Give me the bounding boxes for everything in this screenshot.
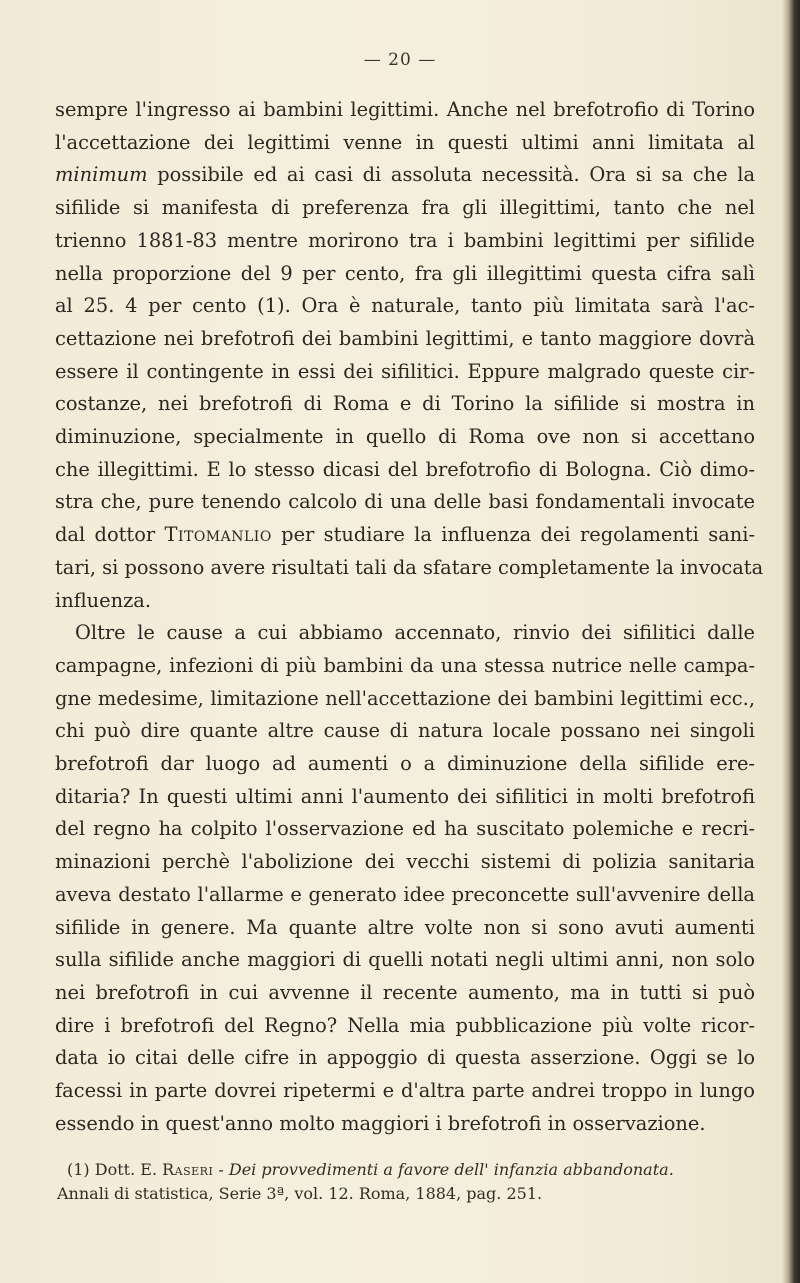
text-line: dal dottor Titomanlio per studiare la influenza dei regolamenti sani- [55, 523, 755, 547]
text-line: minimum possibile ed ai casi di assoluta necessità. Ora si sa che la [55, 163, 755, 187]
page-number: — 20 — [363, 50, 437, 70]
text-line: minazioni perchè l'abolizione dei vecchi sistemi di polizia sanitaria [55, 850, 755, 874]
text-line: tari, si possono avere risultati tali da sfatare completamente la invocata [55, 555, 764, 579]
text-line: che illegittimi. E lo stesso dicasi del brefotrofio di Bologna. Ciò dimo- [55, 457, 755, 481]
footnote-title: Dei provvedimenti a favore dell' infanzia abbandonata. [228, 1160, 674, 1179]
text-line: aveva destato l'allarme e generato idee preconcette sull'avvenire della [55, 882, 755, 906]
text-line: del regno ha colpito l'osservazione ed ha suscitato polemiche e recri- [55, 817, 755, 841]
italic-term: minimum [55, 163, 148, 187]
text-line: essendo in quest'anno molto maggiori i brefotrofi in osservazione. [55, 1111, 706, 1135]
text-line: diminuzione, specialmente in quello di Roma ove non si accettano [55, 425, 755, 449]
text-line: Oltre le cause a cui abbiamo accennato, rinvio dei sifilitici dalle [75, 621, 755, 645]
text-line: sifilide in genere. Ma quante altre volte non si sono avuti aumenti [55, 915, 755, 939]
text-line: stra che, pure tenendo calcolo di una delle basi fondamentali invocate [55, 490, 755, 514]
footnote-author: Raseri [162, 1160, 214, 1179]
text-line: trienno 1881-83 mentre morirono tra i bambini legittimi per sifilide [55, 228, 755, 252]
footnote [57, 1158, 757, 1206]
text-line: facessi in parte dovrei ripetermi e d'altra parte andrei troppo in lungo [55, 1079, 755, 1103]
footnote-line: (1) Dott. E. Raseri - Dei provvedimenti a favore dell' infanzia abbandonata. [67, 1160, 674, 1179]
text-line: sifilide si manifesta di preferenza fra gli illegittimi, tanto che nel [55, 196, 755, 220]
text-line: campagne, infezioni di più bambini da una stessa nutrice nelle campa- [55, 653, 755, 677]
text-line: influenza. [55, 588, 152, 612]
text-line: cettazione nei brefotrofi dei bambini legittimi, e tanto maggiore dovrà [55, 326, 755, 350]
text-line: nella proporzione del 9 per cento, fra gli illegittimi questa cifra salì [55, 261, 755, 285]
text-line: data io citai delle cifre in appoggio di questa asserzione. Oggi se lo [55, 1046, 755, 1070]
small-caps-name: Titomanlio [164, 523, 272, 547]
text-line: ditaria? In questi ultimi anni l'aumento dei sifilitici in molti brefotrofi [55, 784, 755, 808]
text-line: chi può dire quante altre cause di natura locale possano nei singoli [55, 719, 755, 743]
text-line: al 25. 4 per cento (1). Ora è naturale, tanto più limitata sarà l'ac- [55, 294, 755, 318]
text-line: brefotrofi dar luogo ad aumenti o a diminuzione della sifilide ere- [55, 752, 755, 776]
text-line: l'accettazione dei legittimi venne in questi ultimi anni limitata al [55, 130, 755, 154]
text-line: dire i brefotrofi del Regno? Nella mia pubblicazione più volte ricor- [55, 1013, 755, 1037]
text-line: sempre l'ingresso ai bambini legittimi. Anche nel brefotrofio di Torino [55, 98, 755, 121]
text-line: gne medesime, limitazione nell'accettazione dei bambini legittimi ecc., [55, 686, 755, 710]
text-line: sulla sifilide anche maggiori di quelli notati negli ultimi anni, non solo [55, 948, 755, 972]
text-line: essere il contingente in essi dei sifilitici. Eppure malgrado queste cir- [55, 359, 755, 383]
body-text [55, 94, 764, 1141]
footnote-marker: (1) [67, 1160, 90, 1179]
text-line: nei brefotrofi in cui avvenne il recente aumento, ma in tutti si può [55, 980, 755, 1004]
text-line: costanze, nei brefotrofi di Roma e di Torino la sifilide si mostra in [55, 392, 755, 416]
page-edge-shadow [782, 0, 800, 1283]
footnote-line: Annali di statistica, Serie 3ª, vol. 12. Roma, 1884, pag. 251. [57, 1184, 543, 1203]
